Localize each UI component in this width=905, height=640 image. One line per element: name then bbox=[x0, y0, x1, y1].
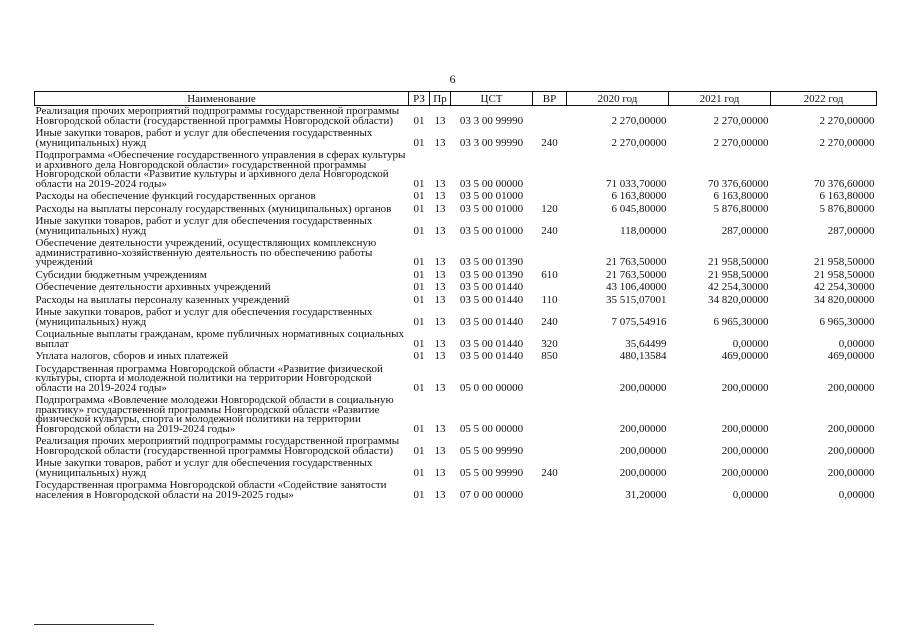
cell-pr: 13 bbox=[434, 202, 446, 215]
cell-rz: 01 bbox=[413, 202, 425, 215]
table-row bbox=[35, 480, 877, 502]
cell-rz: 01 bbox=[413, 488, 425, 501]
cell-vr: 240 bbox=[541, 224, 558, 237]
cell-2022: 42 254,30000 bbox=[814, 281, 875, 293]
cell-2021: 0,00000 bbox=[732, 337, 769, 350]
cell-2021: 5 876,80000 bbox=[713, 202, 769, 215]
cell-2020: 480,13584 bbox=[619, 350, 667, 362]
header-cst: ЦСТ bbox=[451, 92, 533, 106]
cell-2020: 35,64499 bbox=[625, 337, 667, 350]
cell-vr bbox=[533, 150, 567, 191]
cell-vr bbox=[533, 106, 567, 129]
cell-rz: 01 bbox=[413, 422, 425, 435]
cell-name: Иные закупки товаров, работ и услуг для обеспечения государственных (муниципальных) нужд bbox=[35, 127, 373, 149]
page-number: 6 bbox=[449, 72, 456, 86]
cell-vr bbox=[533, 364, 567, 396]
cell-2021: 21 958,50000 bbox=[708, 256, 769, 268]
cell-name: Иные закупки товаров, работ и услуг для обеспечения государственных (муниципальных) нужд bbox=[35, 215, 373, 237]
cell-2022: 21 958,50000 bbox=[814, 256, 875, 268]
cell-2020: 2 270,00000 bbox=[611, 114, 667, 127]
cell-vr: 110 bbox=[541, 293, 558, 306]
cell-pr: 13 bbox=[434, 114, 446, 127]
cell-cst: 03 5 00 01440 bbox=[459, 315, 524, 328]
table-row bbox=[35, 458, 877, 480]
cell-2022: 469,00000 bbox=[827, 350, 875, 362]
cell-vr: 610 bbox=[541, 268, 558, 281]
cell-vr: 120 bbox=[541, 202, 558, 215]
cell-rz: 01 bbox=[413, 315, 425, 328]
cell-name: Реализация прочих мероприятий подпрограммы государственной программы Новгородской области (государственной программы Новгородской области) bbox=[35, 105, 400, 127]
cell-2020: 31,20000 bbox=[625, 488, 667, 501]
cell-cst: 03 5 00 01000 bbox=[459, 202, 524, 215]
cell-pr: 13 bbox=[434, 381, 446, 394]
cell-name: Расходы на выплаты персоналу казенных учреждений bbox=[35, 293, 290, 306]
header-2020: 2020 год bbox=[567, 92, 669, 106]
cell-2020: 21 763,50000 bbox=[606, 256, 667, 268]
cell-cst: 03 3 00 99990 bbox=[459, 136, 524, 149]
cell-2020: 6 045,80000 bbox=[611, 202, 667, 215]
cell-vr bbox=[533, 436, 567, 458]
cell-2021: 469,00000 bbox=[721, 350, 769, 362]
cell-name: Уплата налогов, сборов и иных платежей bbox=[35, 350, 229, 362]
cell-2021: 6 965,30000 bbox=[713, 315, 769, 328]
cell-vr: 240 bbox=[541, 466, 558, 479]
budget-table bbox=[34, 91, 877, 502]
cell-rz: 01 bbox=[413, 177, 425, 190]
cell-2022: 2 270,00000 bbox=[819, 114, 875, 127]
table-row bbox=[35, 238, 877, 270]
table-row bbox=[35, 216, 877, 238]
table-row bbox=[35, 191, 877, 204]
cell-2020: 200,00000 bbox=[619, 444, 667, 457]
cell-2021: 70 376,60000 bbox=[708, 177, 769, 190]
header-rz: РЗ bbox=[409, 92, 430, 106]
table-body bbox=[35, 106, 877, 503]
cell-2022: 6 163,80000 bbox=[819, 190, 875, 202]
cell-cst: 03 5 00 00000 bbox=[459, 177, 524, 190]
cell-rz: 01 bbox=[413, 350, 425, 362]
cell-name: Государственная программа Новгородской области «Содействие занятости населения в Новгородской области на 2019-2025 годы» bbox=[35, 479, 387, 501]
cell-name: Социальные выплаты гражданам, кроме публичных нормативных социальных выплат bbox=[35, 328, 404, 350]
table-row bbox=[35, 106, 877, 129]
table-row bbox=[35, 364, 877, 396]
cell-cst: 03 5 00 01000 bbox=[459, 224, 524, 237]
table-row bbox=[35, 282, 877, 295]
cell-name: Государственная программа Новгородской области «Развитие физической культуры, спорта и молодежной политики на территории Новгородской области на 2019-2024 годы» bbox=[35, 362, 383, 394]
cell-2020: 200,00000 bbox=[619, 422, 667, 435]
cell-2022: 6 965,30000 bbox=[819, 315, 875, 328]
cell-2021: 21 958,50000 bbox=[708, 268, 769, 281]
cell-2020: 2 270,00000 bbox=[611, 136, 667, 149]
cell-name: Обеспечение деятельности учреждений, осуществляющих комплексную административно-хозяйственную деятельность по обеспечению работы учреждений bbox=[35, 237, 377, 268]
cell-vr: 850 bbox=[541, 350, 558, 362]
cell-2021: 34 820,00000 bbox=[708, 293, 769, 306]
cell-pr: 13 bbox=[434, 422, 446, 435]
cell-pr: 13 bbox=[434, 268, 446, 281]
cell-pr: 13 bbox=[434, 337, 446, 350]
cell-2020: 118,00000 bbox=[620, 224, 667, 237]
cell-2022: 5 876,80000 bbox=[819, 202, 875, 215]
cell-rz: 01 bbox=[413, 444, 425, 457]
cell-2022: 2 270,00000 bbox=[819, 136, 875, 149]
cell-cst: 07 0 00 00000 bbox=[459, 488, 524, 501]
cell-name: Обеспечение деятельности архивных учреждений bbox=[35, 281, 271, 293]
cell-cst: 03 5 00 01440 bbox=[459, 293, 524, 306]
cell-2022: 200,00000 bbox=[827, 422, 875, 435]
cell-vr bbox=[533, 238, 567, 270]
cell-2021: 6 163,80000 bbox=[713, 190, 769, 202]
cell-vr: 240 bbox=[541, 136, 558, 149]
cell-pr: 13 bbox=[434, 224, 446, 237]
cell-pr: 13 bbox=[434, 136, 446, 149]
cell-2021: 200,00000 bbox=[721, 422, 769, 435]
cell-2021: 0,00000 bbox=[732, 488, 769, 501]
cell-rz: 01 bbox=[413, 114, 425, 127]
cell-pr: 13 bbox=[434, 315, 446, 328]
cell-pr: 13 bbox=[434, 190, 446, 202]
cell-pr: 13 bbox=[434, 350, 446, 362]
cell-2021: 287,00000 bbox=[721, 224, 769, 237]
header-2021: 2021 год bbox=[669, 92, 771, 106]
cell-rz: 01 bbox=[413, 190, 425, 202]
cell-rz: 01 bbox=[413, 224, 425, 237]
cell-2020: 71 033,70000 bbox=[606, 177, 667, 190]
table-row bbox=[35, 436, 877, 458]
cell-2022: 34 820,00000 bbox=[814, 293, 875, 306]
cell-pr: 13 bbox=[434, 466, 446, 479]
cell-2021: 2 270,00000 bbox=[713, 114, 769, 127]
table-row bbox=[35, 150, 877, 191]
cell-2021: 200,00000 bbox=[721, 381, 769, 394]
cell-cst: 03 5 00 01440 bbox=[459, 337, 524, 350]
cell-cst: 03 3 00 99990 bbox=[459, 114, 524, 127]
cell-2020: 21 763,50000 bbox=[606, 268, 667, 281]
cell-2022: 200,00000 bbox=[827, 466, 875, 479]
cell-name: Субсидии бюджетным учреждениям bbox=[35, 268, 207, 281]
header-2022: 2022 год bbox=[771, 92, 877, 106]
table-row bbox=[35, 351, 877, 364]
cell-vr bbox=[533, 191, 567, 204]
cell-pr: 13 bbox=[434, 444, 446, 457]
cell-cst: 05 0 00 00000 bbox=[459, 381, 524, 394]
cell-rz: 01 bbox=[413, 466, 425, 479]
cell-2021: 200,00000 bbox=[721, 466, 769, 479]
cell-vr: 240 bbox=[541, 315, 558, 328]
cell-name: Подпрограмма «Обеспечение государственного управления в сферах культуры и архивного дела Новгородской области» государственной программы Новгородской области «Развитие культуры и архивного дела Новгородской области на 2019-2024 годы» bbox=[35, 149, 406, 190]
cell-name: Иные закупки товаров, работ и услуг для обеспечения государственных (муниципальных) нужд bbox=[35, 306, 373, 328]
cell-cst: 03 5 00 01390 bbox=[459, 256, 524, 268]
cell-2022: 287,00000 bbox=[827, 224, 875, 237]
cell-pr: 13 bbox=[434, 256, 446, 268]
table-row bbox=[35, 128, 877, 150]
cell-pr: 13 bbox=[434, 177, 446, 190]
cell-rz: 01 bbox=[413, 256, 425, 268]
cell-2021: 2 270,00000 bbox=[713, 136, 769, 149]
cell-2022: 200,00000 bbox=[827, 381, 875, 394]
cell-2021: 200,00000 bbox=[721, 444, 769, 457]
cell-2022: 200,00000 bbox=[827, 444, 875, 457]
cell-2021: 42 254,30000 bbox=[708, 281, 769, 293]
header-name: Наименование bbox=[35, 92, 409, 106]
cell-cst: 05 5 00 99990 bbox=[459, 466, 524, 479]
cell-rz: 01 bbox=[413, 337, 425, 350]
table-row bbox=[35, 307, 877, 329]
cell-2020: 200,00000 bbox=[619, 381, 667, 394]
cell-rz: 01 bbox=[413, 281, 425, 293]
header-pr: Пр bbox=[430, 92, 451, 106]
cell-2020: 7 075,54916 bbox=[611, 315, 667, 328]
cell-vr: 320 bbox=[541, 337, 558, 350]
cell-name: Подпрограмма «Вовлечение молодежи Новгородской области в социальную практику» государственной программы Новгородской области «Развитие физической культуры, спорта и молодежной политики на территории Новгородской области на 2019-2024 годы» bbox=[35, 394, 394, 435]
cell-vr bbox=[533, 282, 567, 295]
cell-2022: 0,00000 bbox=[838, 337, 875, 350]
cell-rz: 01 bbox=[413, 293, 425, 306]
cell-2020: 6 163,80000 bbox=[611, 190, 667, 202]
header-vr: ВР bbox=[533, 92, 567, 106]
cell-rz: 01 bbox=[413, 381, 425, 394]
cell-2020: 43 106,40000 bbox=[606, 281, 667, 293]
cell-pr: 13 bbox=[434, 293, 446, 306]
cell-pr: 13 bbox=[434, 281, 446, 293]
cell-cst: 05 5 00 99990 bbox=[459, 444, 524, 457]
cell-cst: 03 5 00 01390 bbox=[459, 268, 524, 281]
cell-2020: 35 515,07001 bbox=[606, 293, 667, 306]
cell-name: Иные закупки товаров, работ и услуг для обеспечения государственных (муниципальных) нужд bbox=[35, 457, 373, 479]
cell-cst: 05 5 00 00000 bbox=[459, 422, 524, 435]
cell-vr bbox=[533, 395, 567, 436]
footnote-divider bbox=[34, 624, 154, 625]
cell-name: Расходы на обеспечение функций государственных органов bbox=[35, 190, 316, 202]
cell-name: Расходы на выплаты персоналу государственных (муниципальных) органов bbox=[35, 202, 392, 215]
cell-2022: 21 958,50000 bbox=[814, 268, 875, 281]
cell-name: Реализация прочих мероприятий подпрограммы государственной программы Новгородской области (государственной программы Новгородской области) bbox=[35, 435, 400, 457]
table-row bbox=[35, 329, 877, 351]
cell-pr: 13 bbox=[434, 488, 446, 501]
cell-rz: 01 bbox=[413, 136, 425, 149]
cell-rz: 01 bbox=[413, 268, 425, 281]
cell-vr bbox=[533, 480, 567, 502]
table-row bbox=[35, 395, 877, 436]
cell-2022: 70 376,60000 bbox=[814, 177, 875, 190]
cell-2020: 200,00000 bbox=[619, 466, 667, 479]
cell-2022: 0,00000 bbox=[838, 488, 875, 501]
cell-cst: 03 5 00 01440 bbox=[459, 281, 524, 293]
table-header-row bbox=[35, 92, 877, 106]
cell-cst: 03 5 00 01000 bbox=[459, 190, 524, 202]
cell-cst: 03 5 00 01440 bbox=[459, 350, 524, 362]
